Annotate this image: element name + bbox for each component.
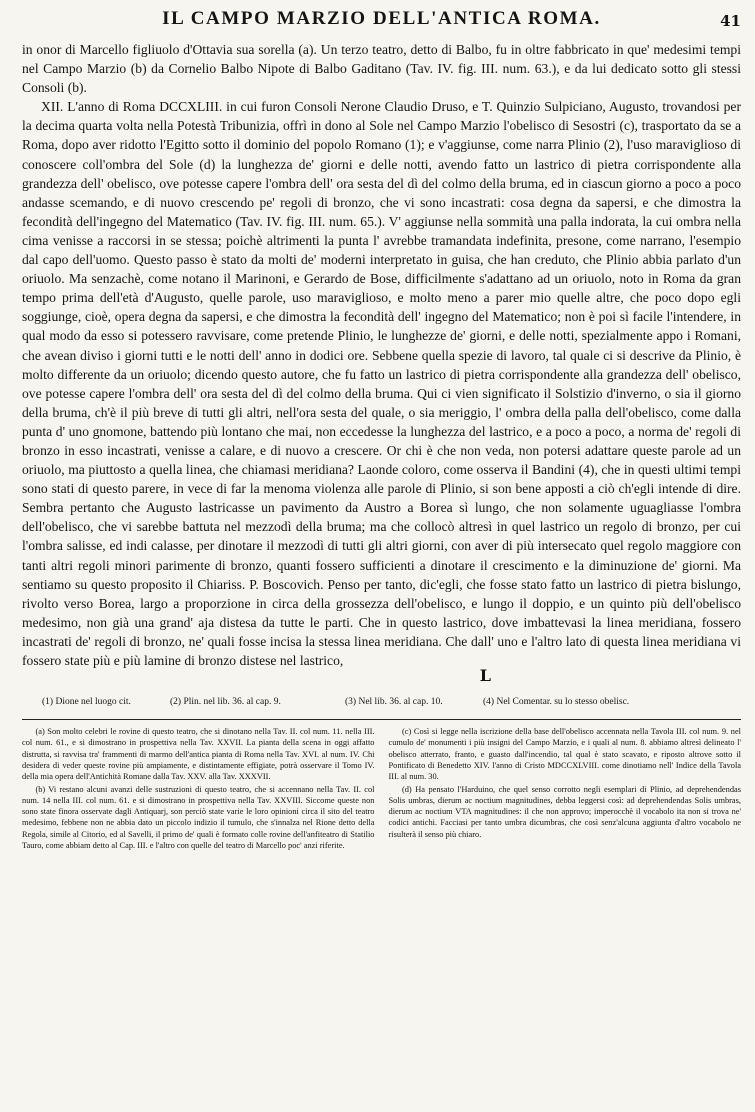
paragraph-continuation: in onor di Marcello figliuolo d'Ottavia sua sorella (a). Un terzo teatro, detto di Balbo, fu in oltre fabbricato in que' medesimi tempi nel Campo Marzio (b) da Cornelio Balbo Nipote di Balbo Gaditano (Tav. IV. fig. III. num. 63.), e da lui dedicato sotto gli stessi Consoli (b). [22,42,741,96]
notes-column-right [389,726,742,852]
footnote-3: (3) Nel lib. 36. al cap. 10. [345,697,443,708]
footnote-2: (2) Plin. nel lib. 36. al cap. 9. [170,697,281,708]
page-number: 41 [720,12,741,30]
notes-divider [22,719,741,720]
paragraph-section-xii: XII. L'anno di Roma DCCXLIII. in cui furon Consoli Nerone Claudio Druso, e T. Quinzio Sulpiciano, Augusto, trovandosi per la decima quarta volta nella Potestà Tribunizia, offrì in dono al Sole nel Campo Marzio l'obelisco di Sesostri (c), trasportato da se a Roma, dopo aver ridotto l'Egitto sotto il dominio del popolo Romano (1); e v'aggiunse, come narra Plinio (2), l'uso maraviglioso di conoscere coll'ombra del Sole (d) la lunghezza de' giorni e delle notti, avendo fatto un lastrico di pietra corrispondente alla grandezza dell' obelisco, ove potesse capere l'ombra dell' ora sesta del dì del colmo della bruma, ed in ciascun giorno a poco a poco andasse scemando, e di nuovo crescendo pe' regoli di bronzo, che vi sono incastrati: cosa degna da sapersi, e che dimostra la fecondità dell'ingegno del Matematico (Tav. IV. fig. III. num. 65.). V' aggiunse nella sommità una palla indorata, la cui ombra nella cima venisse a raccorsi in se stessa; poichè altrimenti la punta l' avrebbe tramandata indefinita, presone, come narrano, l'esempio dal capo dell'uomo. Questo passo è stato da molti de' moderni interpretato in guisa, che han creduto, che Plinio abbia parlato d'un oriuolo. Ma senzachè, come notano il Marinoni, e Gerardo de Bose, difficilmente s'adattano ad un oriuolo, noto in Roma da gran tempo prima dell'età d'Augusto, quelle parole, uso maraviglioso, e molto meno a parer mio quelle altre, che poco dopo egli soggiunge, cioè, opera degna da sapersi, e che dimostra la fecondità dell' ingegno del Matematico; non è poi sì facile l'intendere, in qual modo da esso si potessero ravvisare, come pretende Plinio, le lunghezze de' giorni, e delle notti, spezialmente appo i Romani, che avean diviso i giorni tutti e le notti dell' anno in dodici ore. Sebbene quella spezie di lavoro, tal quale ci si descrive da Plinio, è molto differente da un oriuolo; dicendo questo autore, che fu fatto un lastrico di pietra corrispondente alla grandezza dell' obelisco, ove potesse capere l'ombra dell' ora sesta del dì del colmo della bruma. Qui ci vien significato il Solstizio d'inverno, o sia il giorno della bruma, ch'è il più breve di tutti gli altri, nell'ora sesta del quale, o sia meriggio, l' ombra della palla dell'obelisco, come dalla punta d' uno gnomone, battendo più lontano che mai, non eccedesse la lunghezza del lastrico, e a poco a poco, a norma de' regoli di bronzo in esso incastrati, venisse a calare, e di nuovo a crescere. Or chi è che non veda, non potersi adattare queste parole ad un oriuolo, ma piuttosto a quella linea, che chiamasi meridiana? Laonde coloro, come osserva il Bandini (4), che in questi ultimi tempi sono stati di questo parere, in vece di far la menoma violenza alle parole di Plinio, si son bene apposti a ciò ch'egli intende di dire. Sembra pertanto che Augusto lastricasse un pavimento da Austro a Borea sì lungo, che non solamente uguagliasse l'ombra dell'obelisco, che vi sarebbe battuta nel mezzodì della bruma; ma che collocò altresì in quel lastrico un regolo di bronzo, per cui l'ombra salisse, ed indi calasse, per dinotare il mezzodì di tutti gli altri giorni, con aver di più intersecato quel regolo maggiore con tanti altri regoli minori parimente di bronzo, quanti fossero sufficienti a dinotare il crescimento e la diminuzione de' giorni. Ma sentiamo su questo proposito il Chiariss. P. Boscovich. Penso per tanto, dic'egli, che fosse stato fatto un lastrico di pietra bislungo, rivolto verso Borea, largo a proporzione in circa della grossezza dell'obelisco, e lungo il doppio, e un quinto più dell'obelisco medesimo, non già una grand' aja distesa da tutte le parti. Che in questo lastrico, dove imbattevasi la linea meridiana, fossero incastrati de' regoli di bronzo, ne' quali fosse incisa la stessa linea meridiana. Che dall' uno e l'altro lato di questa linea meridiana vi fossero state più e più lamine di bronzo distese nel lastrico, [22,99,741,668]
lettered-notes [22,726,741,852]
note-d: (d) Ha pensato l'Harduino, che quel senso corrotto negli esemplari di Plinio, ad deprehendendas Solis umbras, dierum ac noctium magnitudines, debba leggersi così: ad deprehendendas Solis umbras, dierum ac noctium VTA magnitudines: il che non approvo; imperocchè il vocabolo ita non si trova ne' codici antichi. Facciasi per tanto umbra dicumbras, che così senz'alcuna aggiunta d'altro vocabolo ne risulterà il senso più chiaro. [388,784,741,839]
signature-mark: L [479,666,491,686]
notes-column-left [22,726,375,852]
running-title: IL CAMPO MARZIO DELL'ANTICA ROMA. [162,8,601,29]
main-text [22,40,741,670]
note-a: (a) Son molto celebri le rovine di questo teatro, che si dinotano nella Tav. II. col num. 11. nella III. col num. 61., e si dimostrano in prospettiva nella Tav. XXVII. La pianta della scena in oggi affatto distrutta, si ravvisa tra' frammenti di marmo dell'antica pianta di Roma nella Tav. XVI. al num. IV. Chi desidera di veder queste rovine più ampiamente, e distintamente effigiate, potrà osservare il Tomo IV. della mia opera dell'Antichità Romane dalla Tav. XXV. alla Tav. XXXVII. [22,727,375,782]
footnote-4: (4) Nel Comentar. su lo stesso obelisc. [483,697,630,708]
note-c: (c) Così si legge nella iscrizione della base dell'obelisco accennata nella Tavola III. col num. 9. nel cumulo de' monumenti i più insigni del Campo Marzio, e i quali al num. 8. abbiamo altresì delineato l' obelisco atterrato, franto, e guasto dall'incendio, tal qual è stato scavato, e riposto altrove sotto il Pontificato di Benedetto XIV. l'anno di Cristo MDCCXLVIII. come dinotiamo nell' Indice della Tavola III. al num. 30. [388,727,741,782]
note-b: (b) Vi restano alcuni avanzi delle sustruzioni di questo teatro, che si accennano nella Tav. II. col num. 14 nella III. col num. 61. e si dimostrano in prospettiva nella Tav. XXVIII. Siccome queste non sono state finora osservate dagli Antiquarj, son perciò state varie le loro opinioni circa il sito del teatro medesimo, febbene non ne abbia dato un piccolo indizio il tumulo, che s'innalza nel Rione detto della Regola, simile al Citorio, ed al Savelli, il primo de' quali è formato colle rovine dell'anfiteatro di Statilio Tauro, come abbiam detto al Cap. III. e l'altro con quelle del teatro di Marcello poc' anzi riferite. [22,784,375,851]
footnote-1: (1) Dione nel luogo cit. [42,697,131,708]
footnotes-numbered [22,696,741,709]
page-header [22,4,741,40]
